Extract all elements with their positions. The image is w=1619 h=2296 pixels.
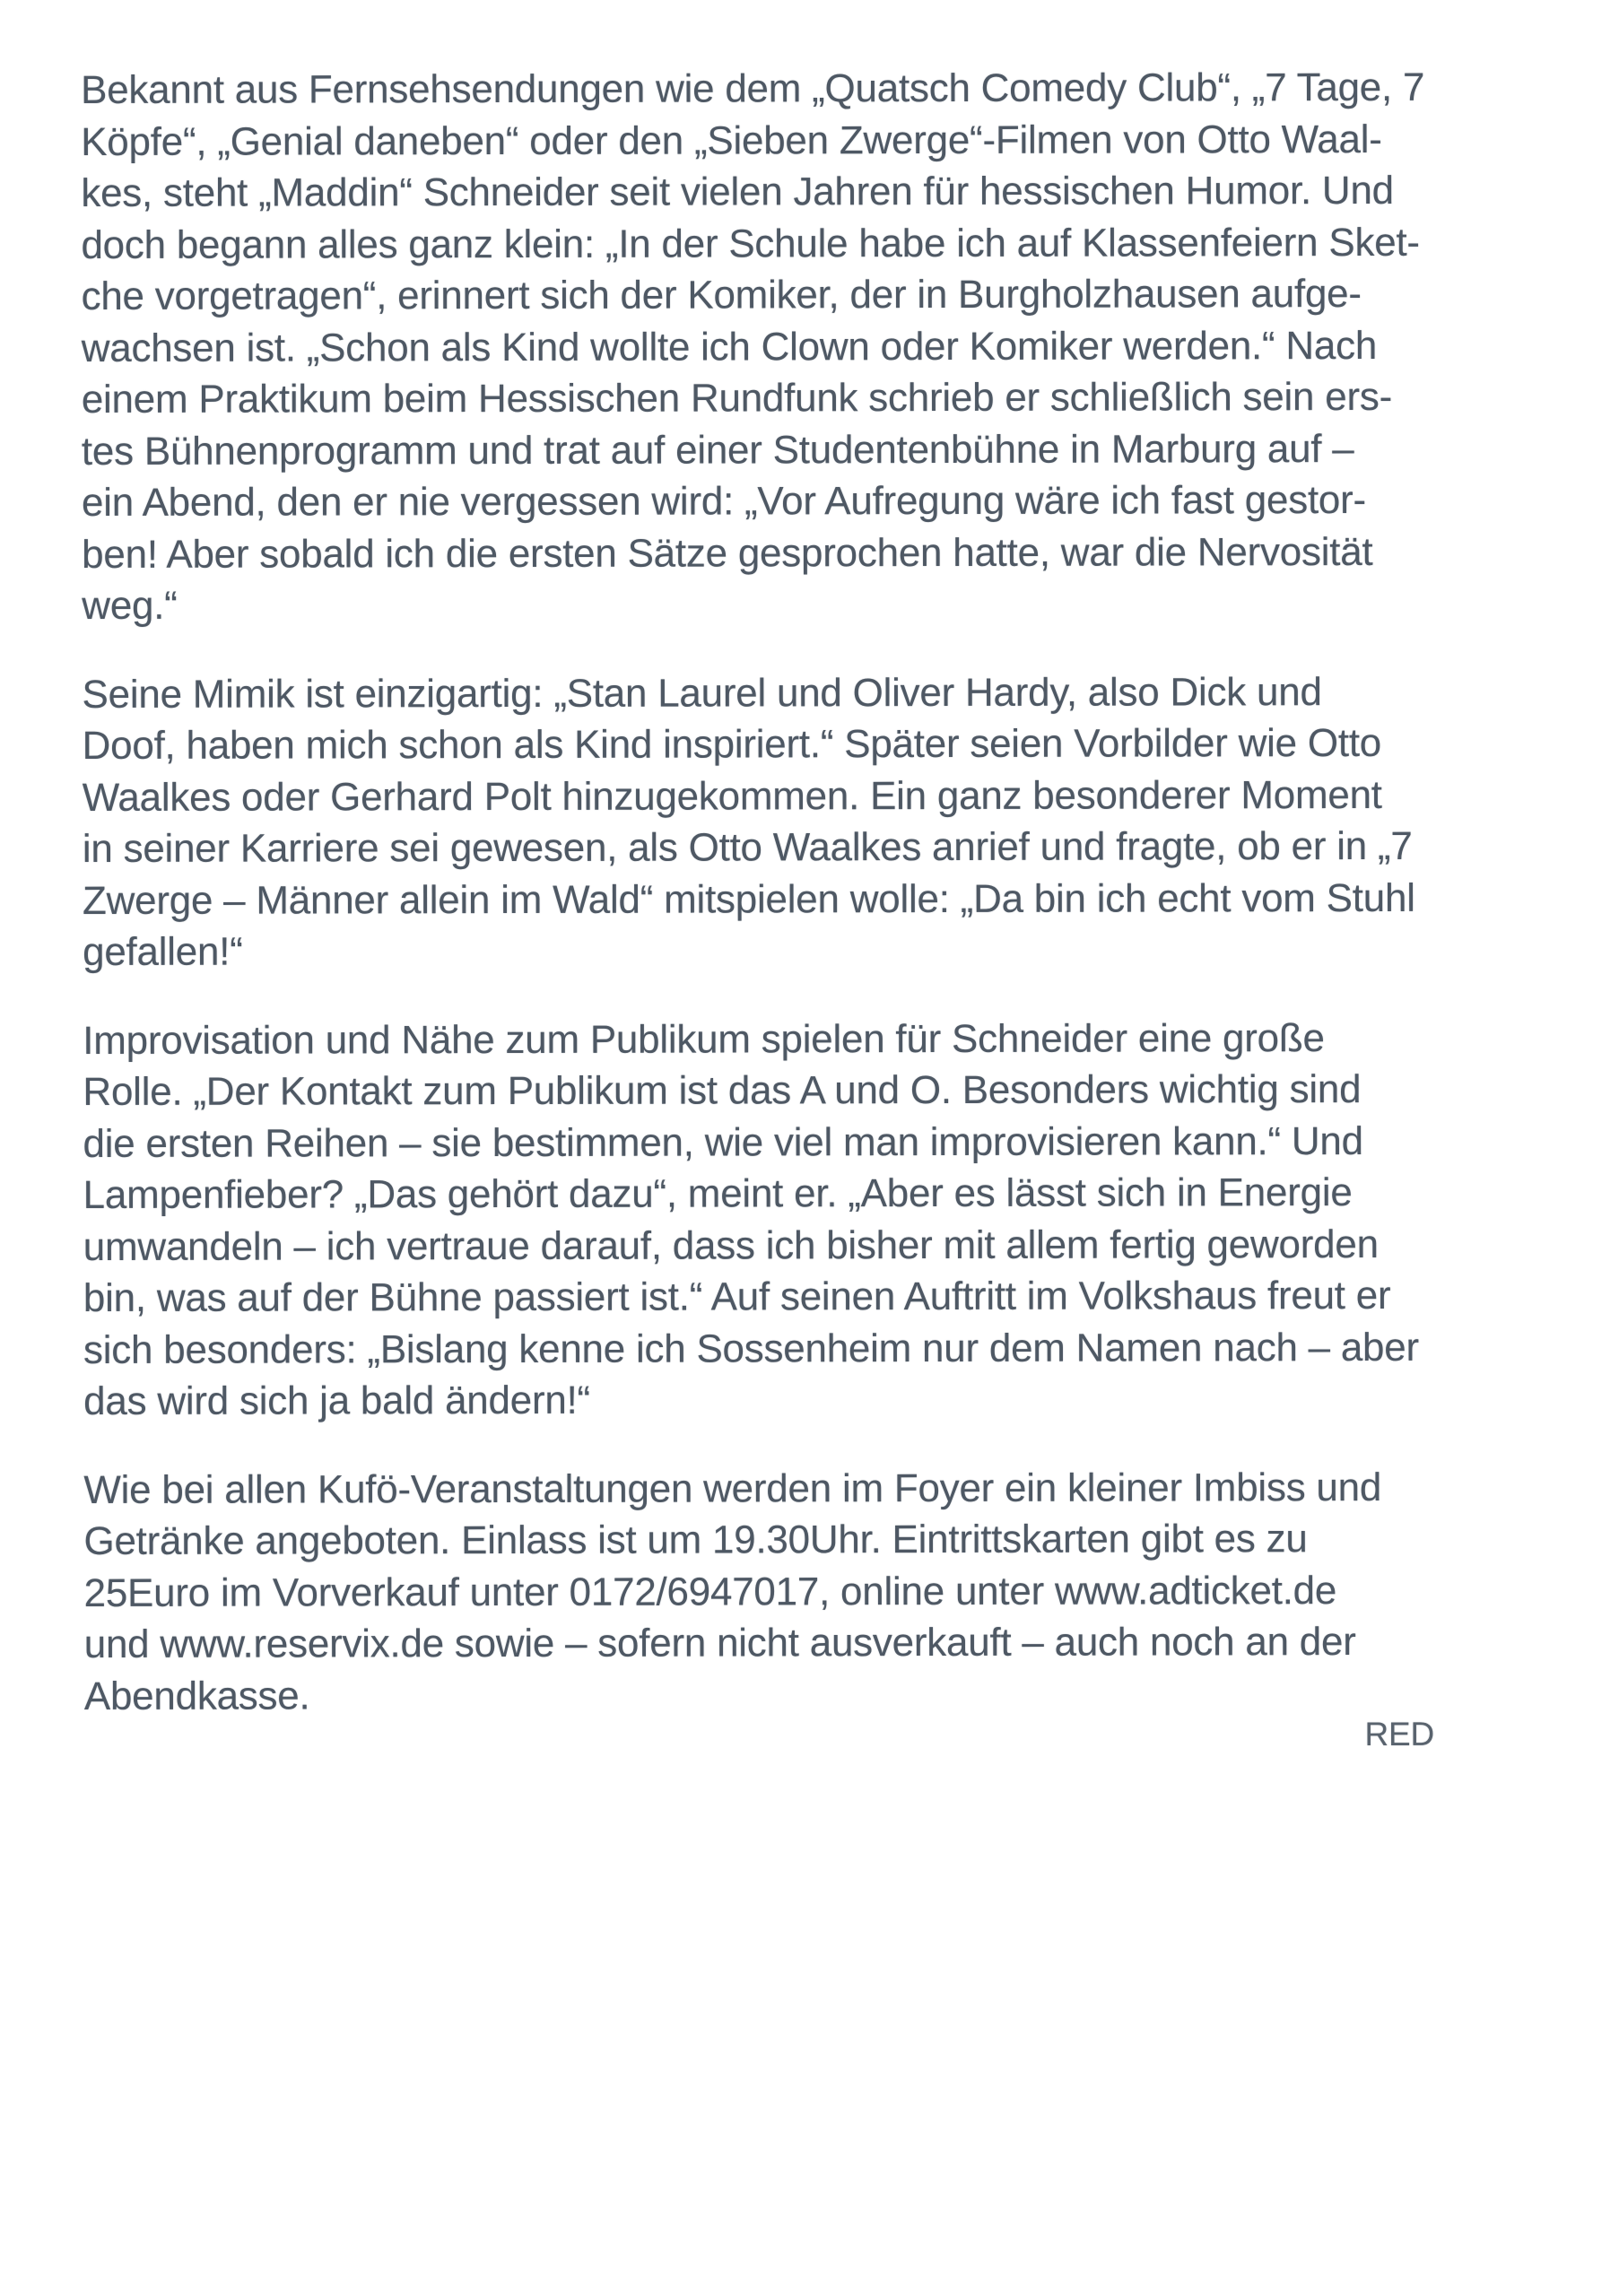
article-paragraph-tickets: Wie bei allen Kufö-Veranstaltungen werden im Foyer ein kleiner Imbiss und Getränke angeboten. Einlass ist um 19.30Uhr. Eintrittskarten gibt es zu 25Euro im Vorverkauf unter 0172/6947017, online unter www.adticket.de und www.reservix.de sowie – sofern nicht ausverkauft – auch noch an der Abendkasse.	[83, 1465, 1382, 1718]
article-body	[81, 62, 1434, 1758]
article-paragraph-mimik: Seine Mimik ist einzigartig: „Stan Laurel und Oliver Hardy, also Dick und Doof, haben mich schon als Kind inspiriert.“ Später seien Vorbilder wie Otto Waalkes oder Gerhard Polt hinzugekommen. Ein ganz besonderer Moment in seiner Karriere sei gewesen, als Otto Waalkes anrief und fragte, ob er in „7 Zwerge – Männer allein im Wald“ mitspielen wolle: „Da bin ich echt vom Stuhl gefallen!“	[82, 669, 1415, 974]
article-paragraph-improvisation: Improvisation und Nähe zum Publikum spielen für Schneider eine große Rolle. „Der Kontakt zum Publikum ist das A und O. Besonders wichtig sind die ersten Reihen – sie bestimmen, wie viel man improvisieren kann.“ Und Lampenfieber? „Das gehört dazu“, meint er. „Aber es lässt sich in Energie umwandeln – ich vertraue darauf, dass ich bisher mit allem fertig geworden bin, was auf der Bühne passiert ist.“ Auf seinen Auftritt im Volkshaus freut er sich besonders: „Bislang kenne ich Sossenheim nur dem Namen nach – aber das wird sich ja bald ändern!“	[83, 1015, 1419, 1423]
article-paragraph-intro: Bekannt aus Fernsehsendungen wie dem „Quatsch Comedy Club“, „7 Tage, 7 Köpfe“, „Genial daneben“ oder den „Sieben Zwerge“-Filmen von Otto Waal- kes, steht „Maddin“ Schneider seit vielen Jahren für hessischen Humor. Und doch begann alles ganz klein: „In der Schule habe ich auf Klassenfeiern Sket- che vorgetragen“, erinnert sich der Komiker, der in Burgholzhausen aufge- wachsen ist. „Schon als Kind wollte ich Clown oder Komiker werden.“ Nach einem Praktikum beim Hessischen Rundfunk schrieb er schließlich sein ers- tes Bühnenprogramm und trat auf einer Studentenbühne in Marburg auf – ein Abend, den er nie vergessen wird: „Vor Aufregung wäre ich fast gestor- ben! Aber sobald ich die ersten Sätze gesprochen hatte, war die Nervosität weg.“	[81, 65, 1425, 628]
byline: RED	[1364, 1715, 1434, 1753]
